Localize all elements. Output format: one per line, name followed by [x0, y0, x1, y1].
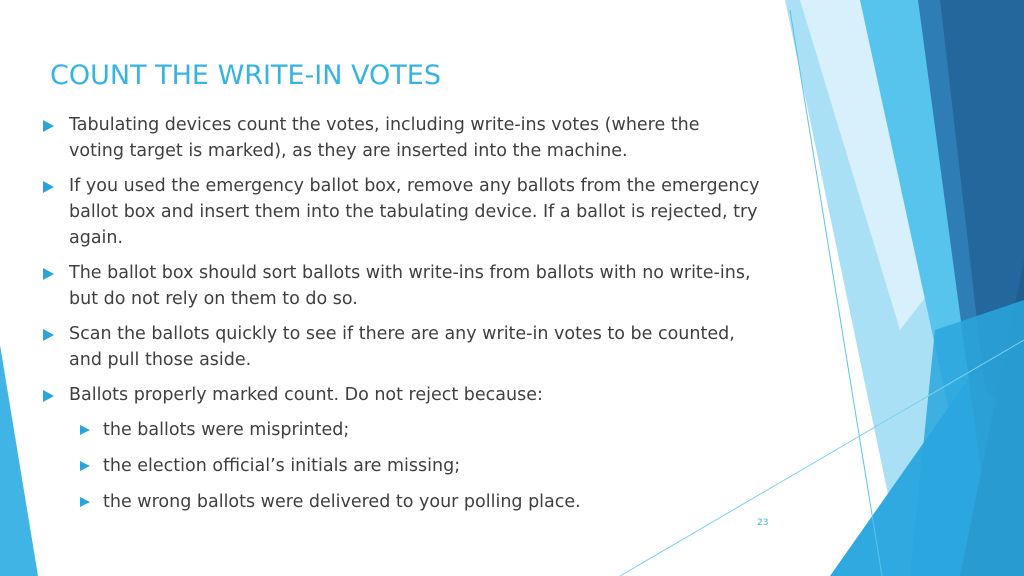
slide-number: 23 — [757, 518, 769, 528]
sub-bullet-item — [40, 453, 760, 479]
sub-bullet-text: the ballots were misprinted; — [103, 420, 350, 440]
bullet-item — [40, 173, 760, 251]
bullet-item — [40, 112, 760, 164]
sub-bullet-text: the wrong ballots were delivered to your polling place. — [103, 492, 581, 512]
bullet-item — [40, 321, 760, 373]
bullet-list — [40, 112, 760, 525]
bullet-text: If you used the emergency ballot box, remove any ballots from the emergency ballot box and insert them into the tabulating device. If a ballot is rejected, try again. — [69, 176, 760, 248]
slide-title: COUNT THE WRITE-IN VOTES — [50, 60, 441, 91]
triangle-right-icon — [80, 461, 90, 471]
triangle-right-icon — [43, 268, 54, 280]
bullet-item — [40, 382, 760, 408]
triangle-right-icon — [43, 181, 54, 193]
sub-bullet-text: the election official’s initials are missing; — [103, 456, 461, 476]
left-accent-sliver — [0, 345, 38, 576]
bullet-text: Scan the ballots quickly to see if there are any write-in votes to be counted, and pull those aside. — [69, 324, 735, 370]
sub-bullet-item — [40, 417, 760, 443]
sub-bullet-item — [40, 489, 760, 515]
triangle-right-icon — [43, 329, 54, 341]
bullet-text: The ballot box should sort ballots with write-ins from ballots with no write-ins, but do not rely on them to do so. — [69, 263, 751, 309]
bullet-text: Tabulating devices count the votes, including write-ins votes (where the voting target is marked), as they are inserted into the machine. — [69, 115, 700, 161]
bullet-text: Ballots properly marked count. Do not reject because: — [69, 385, 543, 405]
triangle-right-icon — [43, 120, 54, 132]
triangle-right-icon — [80, 425, 90, 435]
bullet-item — [40, 260, 760, 312]
triangle-right-icon — [43, 390, 54, 402]
triangle-right-icon — [80, 497, 90, 507]
